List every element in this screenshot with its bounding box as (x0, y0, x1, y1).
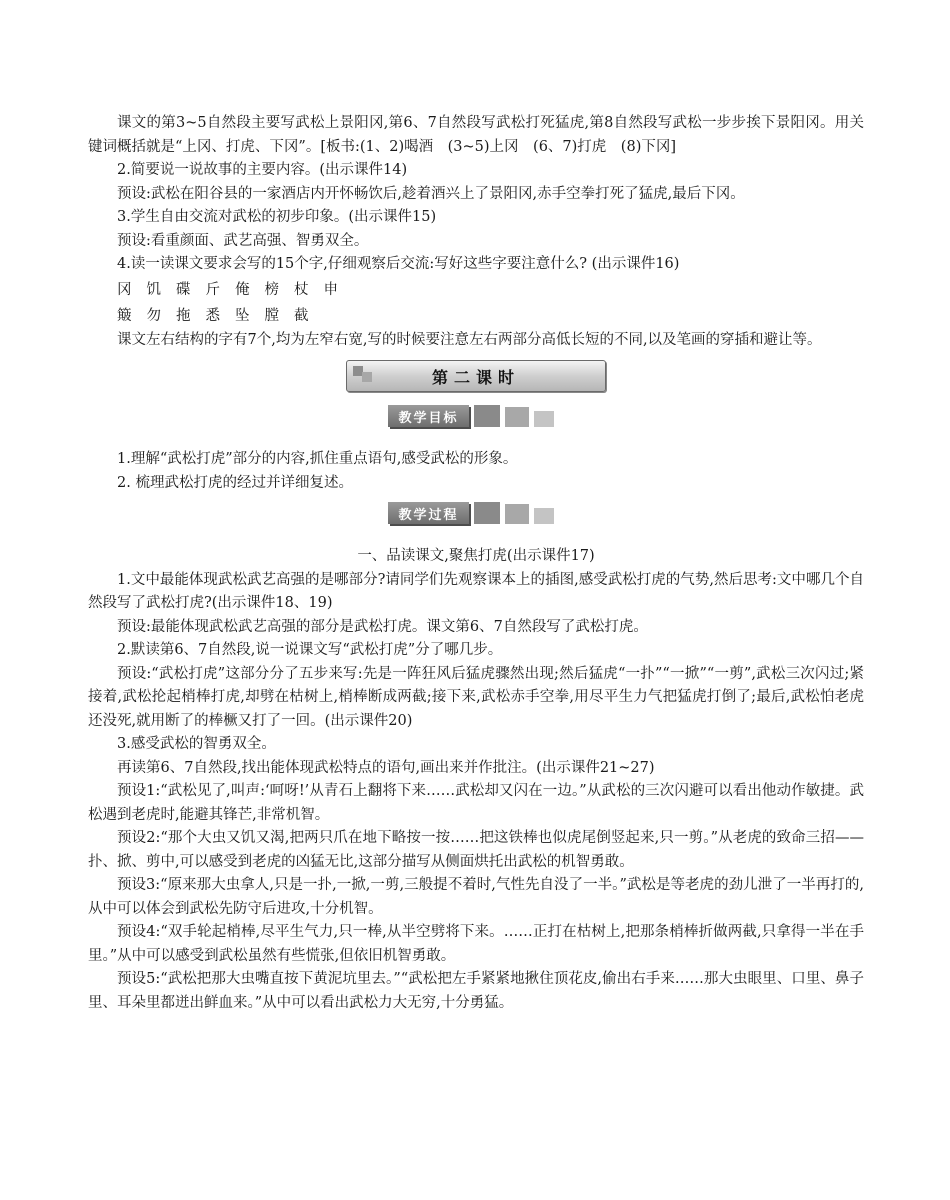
section-label-goals (88, 402, 864, 430)
paragraph: 3.学生自由交流对武松的初步印象。(出示课件15) (117, 209, 437, 225)
document-page (88, 112, 864, 1015)
paragraph: 预设1:“武松见了,叫声:‘呵呀!’从青石上翻将下来……武松却又闪在一边。”从武松的三次闪避可以看出他动作敏捷。武松遇到老虎时,能避其锋芒,非常机智。 (88, 783, 864, 823)
square-decoration-icon (505, 407, 529, 427)
paragraph: 预设:看重颜面、武艺高强、智勇双全。 (117, 232, 369, 249)
label-goals-text: 教学目标 (388, 405, 468, 427)
character: 申 (323, 281, 338, 298)
section-heading: 一、品读课文,聚焦打虎(出示课件17) (357, 548, 595, 564)
character: 截 (294, 307, 309, 324)
character: 碟 (176, 281, 191, 298)
square-decoration-icon (474, 502, 500, 524)
goal-item: 2. 梳理武松打虎的经过并详细复述。 (117, 474, 353, 491)
goal-item: 1.理解“武松打虎”部分的内容,抓住重点语句,感受武松的形象。 (117, 451, 518, 467)
paragraph: 2.简要说一说故事的主要内容。(出示课件14) (117, 162, 408, 178)
label-process-text: 教学过程 (388, 502, 468, 524)
lesson-banner (88, 356, 864, 396)
paragraph: 预设:最能体现武松武艺高强的部分是武松打虎。课文第6、7自然段写了武松打虎。 (117, 618, 648, 635)
character: 膛 (264, 307, 279, 324)
character: 冈 (117, 281, 132, 298)
character: 斤 (205, 281, 220, 298)
square-decoration-icon (474, 405, 500, 427)
character: 坠 (235, 307, 250, 324)
character: 饥 (146, 281, 161, 298)
characters-row-1 (88, 277, 864, 303)
paragraph: 再读第6、7自然段,找出能体现武松特点的语句,画出来并作批注。(出示课件21~27) (117, 759, 655, 776)
paragraph: 预设4:“双手轮起梢棒,尽平生气力,只一棒,从半空劈将下来。……正打在枯树上,把那条梢棒折做两截,只拿得一半在手里。”从中可以感受到武松虽然有些慌张,但依旧机智勇敢。 (88, 924, 864, 964)
square-decoration-icon (534, 508, 554, 524)
character: 簸 (117, 307, 132, 324)
characters-row-2 (88, 303, 864, 329)
square-decoration-icon (505, 504, 529, 524)
paragraph: 4.读一读课文要求会写的15个字,仔细观察后交流:写好这些字要注意什么? (出示课件16) (117, 256, 680, 272)
banner-decoration-icon (353, 366, 375, 384)
section-label-process (88, 499, 864, 527)
paragraph: 课文的第3~5自然段主要写武松上景阳冈,第6、7自然段写武松打死猛虎,第8自然段写武松一步步挨下景阳冈。用关键词概括就是“上冈、打虎、下冈”。[板书:(1、2)喝酒 (3~5)上冈 (6、7)打虎 (8)下冈] (88, 115, 864, 155)
character: 俺 (235, 281, 250, 298)
paragraph: 预设5:“武松把那大虫嘴直按下黄泥坑里去。”“武松把左手紧紧地揪住顶花皮,偷出右手来……那大虫眼里、口里、鼻子里、耳朵里都迸出鲜血来。”从中可以看出武松力大无穷,十分勇猛。 (88, 971, 864, 1011)
paragraph: 1.文中最能体现武松武艺高强的是哪部分?请同学们先观察课本上的插图,感受武松打虎的气势,然后思考:文中哪几个自然段写了武松打虎?(出示课件18、19) (88, 571, 864, 611)
banner-title: 第二课时 (431, 367, 520, 387)
character: 勿 (146, 307, 161, 324)
character: 拖 (176, 307, 191, 324)
paragraph: 预设2:“那个大虫又饥又渴,把两只爪在地下略按一按……把这铁棒也似虎尾倒竖起来,只一剪。”从老虎的致命三招——扑、掀、剪中,可以感受到老虎的凶猛无比,这部分描写从侧面烘托出武松的机智勇敢。 (88, 830, 864, 870)
character: 榜 (264, 281, 279, 298)
paragraph: 3.感受武松的智勇双全。 (117, 736, 276, 752)
square-decoration-icon (534, 411, 554, 427)
paragraph: 预设:武松在阳谷县的一家酒店内开怀畅饮后,趁着酒兴上了景阳冈,赤手空拳打死了猛虎,最后下冈。 (117, 185, 745, 202)
paragraph: 预设3:“原来那大虫拿人,只是一扑,一掀,一剪,三般提不着时,气性先自没了一半。”武松是等老虎的劲儿泄了一半再打的,从中可以体会到武松先防守后进攻,十分机智。 (88, 877, 864, 917)
paragraph: 2.默读第6、7自然段,说一说课文写“武松打虎”分了哪几步。 (117, 642, 503, 658)
character: 悉 (205, 307, 220, 324)
paragraph: 预设:“武松打虎”这部分分了五步来写:先是一阵狂风后猛虎骤然出现;然后猛虎“一扑”“一掀”“一剪”,武松三次闪过;紧接着,武松抡起梢棒打虎,却劈在枯树上,梢棒断成两截;接下来,武松赤手空拳,用尽平生力气把猛虎打倒了;最后,武松怕老虎还没死,就用断了的棒橛又打了一回。(出示课件20) (88, 665, 864, 729)
character: 杖 (294, 281, 309, 298)
paragraph: 课文左右结构的字有7个,均为左窄右宽,写的时候要注意左右两部分高低长短的不同,以及笔画的穿插和避让等。 (117, 331, 822, 348)
